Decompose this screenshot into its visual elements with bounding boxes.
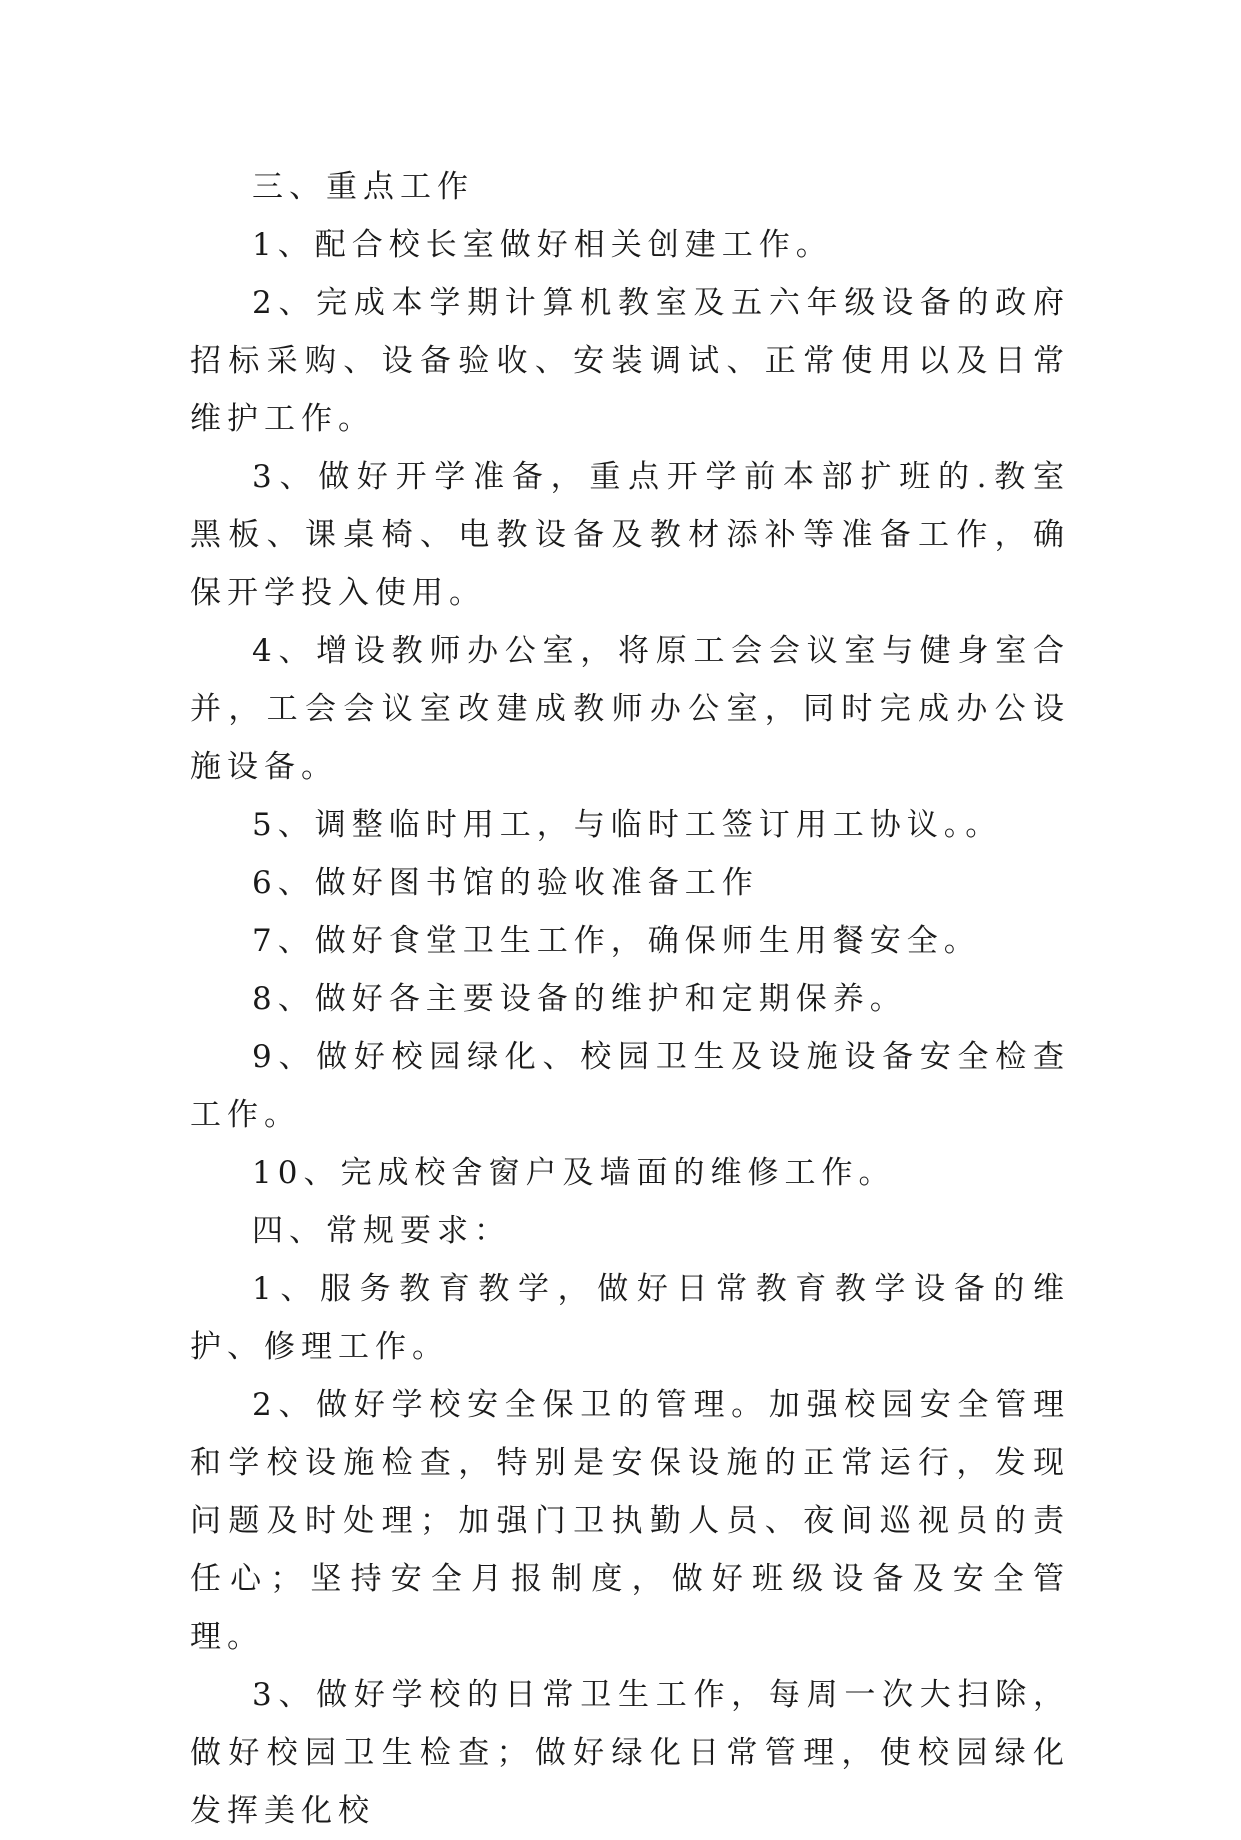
routine-item-2: 2、做好学校安全保卫的管理。加强校园安全管理和学校设施检查，特别是安保设施的正常运行，发现问题及时处理；加强门卫执勤人员、夜间巡视员的责任心；坚持安全月报制度，做好班级设备及安全管理。 (190, 1387, 1070, 1655)
routine-item-3: 3、做好学校的日常卫生工作，每周一次大扫除，做好校园卫生检查；做好绿化日常管理，使校园绿化发挥美化校 (190, 1677, 1070, 1829)
key-work-item-7: 7、做好食堂卫生工作，确保师生用餐安全。 (252, 923, 981, 959)
key-work-item-5: 5、调整临时用工，与临时工签订用工协议。。 (252, 807, 1003, 843)
section-heading-key-work: 三、重点工作 (252, 169, 474, 205)
key-work-item-2: 2、完成本学期计算机教室及五六年级设备的政府招标采购、设备验收、安装调试、正常使用以及日常维护工作。 (190, 285, 1070, 437)
key-work-item-4: 4、增设教师办公室，将原工会会议室与健身室合并，工会会议室改建成教师办公室，同时完成办公设施设备。 (190, 633, 1070, 785)
key-work-item-9: 9、做好校园绿化、校园卫生及设施设备安全检查工作。 (190, 1039, 1070, 1133)
key-work-item-10: 10、完成校舍窗户及墙面的维修工作。 (252, 1155, 896, 1191)
document-body (190, 158, 1070, 1840)
key-work-item-3: 3、做好开学准备，重点开学前本部扩班的.教室黑板、课桌椅、电教设备及教材添补等准备工作，确保开学投入使用。 (190, 459, 1070, 611)
key-work-item-1: 1、配合校长室做好相关创建工作。 (252, 227, 833, 263)
routine-item-1: 1、服务教育教学，做好日常教育教学设备的维护、修理工作。 (190, 1271, 1070, 1365)
section-heading-routine-requirements: 四、常规要求： (252, 1213, 511, 1249)
key-work-item-8: 8、做好各主要设备的维护和定期保养。 (252, 981, 907, 1017)
key-work-item-6: 6、做好图书馆的验收准备工作 (252, 865, 759, 901)
